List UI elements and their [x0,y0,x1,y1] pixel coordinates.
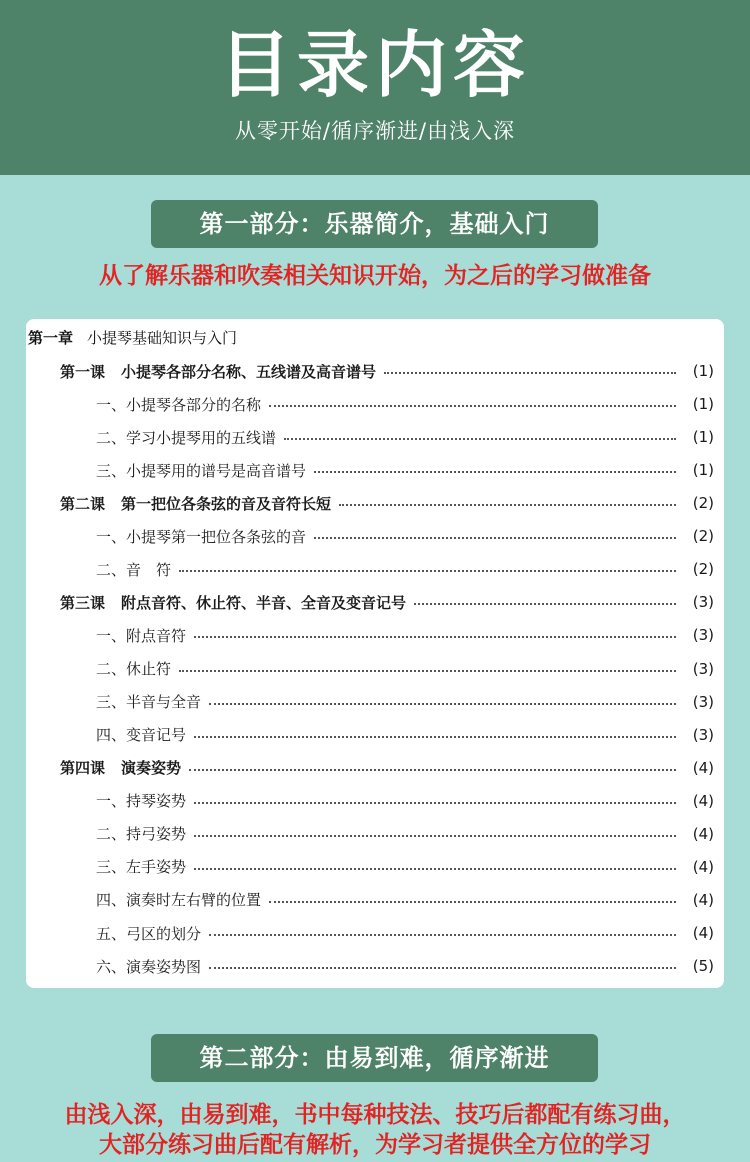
toc-entry-title: 附点音符、休止符、半音、全音及变音记号 [121,593,407,612]
header-banner [0,0,750,175]
toc-page-number: (3) [692,659,714,678]
toc-item-row[interactable] [96,657,714,681]
dot-leader [269,901,676,903]
dot-leader [384,372,676,374]
toc-page-number: (3) [692,692,714,711]
toc-entry-title: 四、变音记号 [96,726,187,745]
toc-lesson-row[interactable] [60,756,714,780]
lesson-number: 第一课 [60,362,106,381]
part1-banner: 第一部分：乐器简介，基础入门 [151,200,598,248]
toc-entry-title: 一、小提琴各部分的名称 [96,395,262,414]
toc-entry-title: 三、小提琴用的谱号是高音谱号 [96,461,307,480]
toc-page-number: (3) [692,725,714,744]
dot-leader [339,504,676,506]
toc-item-row[interactable] [96,557,714,581]
toc-entry-title: 二、休止符 [96,660,172,679]
dot-leader [209,703,676,705]
dot-leader [284,438,676,440]
toc-page-number: (1) [692,428,714,447]
toc-item-row[interactable] [96,458,714,482]
dot-leader [179,670,676,672]
toc-page-number: (1) [692,362,714,380]
toc-item-row[interactable] [96,690,714,714]
toc-entry-title: 二、持弓姿势 [96,825,187,844]
toc-page-number: (5) [692,957,714,976]
toc-page-number: (1) [692,395,714,414]
chapter-number: 第一章 [28,329,74,347]
toc-page-number: (3) [692,593,714,612]
toc-entry-title: 一、附点音符 [96,626,187,645]
toc-card [26,319,724,988]
toc-item-row[interactable] [96,789,714,813]
toc-item-row[interactable] [96,921,714,945]
lesson-number: 第二课 [60,494,106,513]
toc-page-number: (2) [692,527,714,546]
chapter-title: 小提琴基础知识与入门 [87,329,238,347]
toc-page-number: (2) [692,494,714,513]
part2-line1: 由浅入深，由易到难，书中每种技法、技巧后都配有练习曲， [64,1102,686,1128]
toc-item-row[interactable] [96,392,714,416]
dot-leader [189,769,676,771]
toc-entry-title: 五、弓区的划分 [96,924,202,943]
dot-leader [194,636,676,638]
dot-leader [314,471,676,473]
dot-leader [179,570,676,572]
toc-item-row[interactable] [96,623,714,647]
toc-item-row[interactable] [96,425,714,449]
dot-leader [194,835,676,837]
dot-leader [414,603,676,605]
toc-item-row[interactable] [96,723,714,747]
chapter-heading [28,325,237,351]
dot-leader [209,934,676,936]
dot-leader [194,736,676,738]
toc-entry-title: 二、学习小提琴用的五线谱 [96,428,277,447]
toc-page-number: (3) [692,626,714,645]
toc-item-row[interactable] [96,524,714,548]
toc-page-number: (1) [692,461,714,480]
toc-lesson-row[interactable] [60,590,714,614]
toc-entry-title: 三、左手姿势 [96,858,187,877]
toc-item-row[interactable] [96,888,714,912]
toc-entry-title: 六、演奏姿势图 [96,957,202,976]
toc-page-number: (4) [692,791,714,810]
dot-leader [209,967,676,969]
toc-lesson-row[interactable] [60,359,714,383]
toc-page-number: (4) [692,758,714,777]
lesson-number: 第四课 [60,759,106,778]
part2-banner: 第二部分：由易到难，循序渐进 [151,1034,598,1082]
part1-description: 从了解乐器和吹奏相关知识开始，为之后的学习做准备 [99,263,651,289]
toc-lesson-row[interactable] [60,491,714,515]
toc-entry-title: 一、持琴姿势 [96,792,187,811]
toc-page-number: (2) [692,560,714,579]
dot-leader [194,802,676,804]
toc-entry-title: 演奏姿势 [121,759,182,778]
toc-item-row[interactable] [96,855,714,879]
dot-leader [269,405,676,407]
toc-page-number: (4) [692,924,714,943]
toc-page-number: (4) [692,824,714,843]
toc-item-row[interactable] [96,822,714,846]
dot-leader [314,537,676,539]
toc-entry-title: 小提琴各部分名称、五线谱及高音谱号 [121,362,377,381]
toc-entry-title: 第一把位各条弦的音及音符长短 [121,494,332,513]
page-title: 目录内容 [218,23,531,107]
dot-leader [194,868,676,870]
toc-item-row[interactable] [96,954,714,978]
toc-entry-title: 二、音 符 [96,560,172,579]
toc-page-number: (4) [692,890,714,909]
toc-entry-title: 一、小提琴第一把位各条弦的音 [96,527,307,546]
toc-entry-title: 四、演奏时左右臂的位置 [96,891,262,910]
toc-entry-title: 三、半音与全音 [96,693,202,712]
lesson-number: 第三课 [60,593,106,612]
page-subtitle: 从零开始/循序渐进/由浅入深 [234,119,516,143]
toc-page-number: (4) [692,857,714,876]
part2-line2: 大部分练习曲后配有解析，为学习者提供全方位的学习 [99,1132,651,1158]
